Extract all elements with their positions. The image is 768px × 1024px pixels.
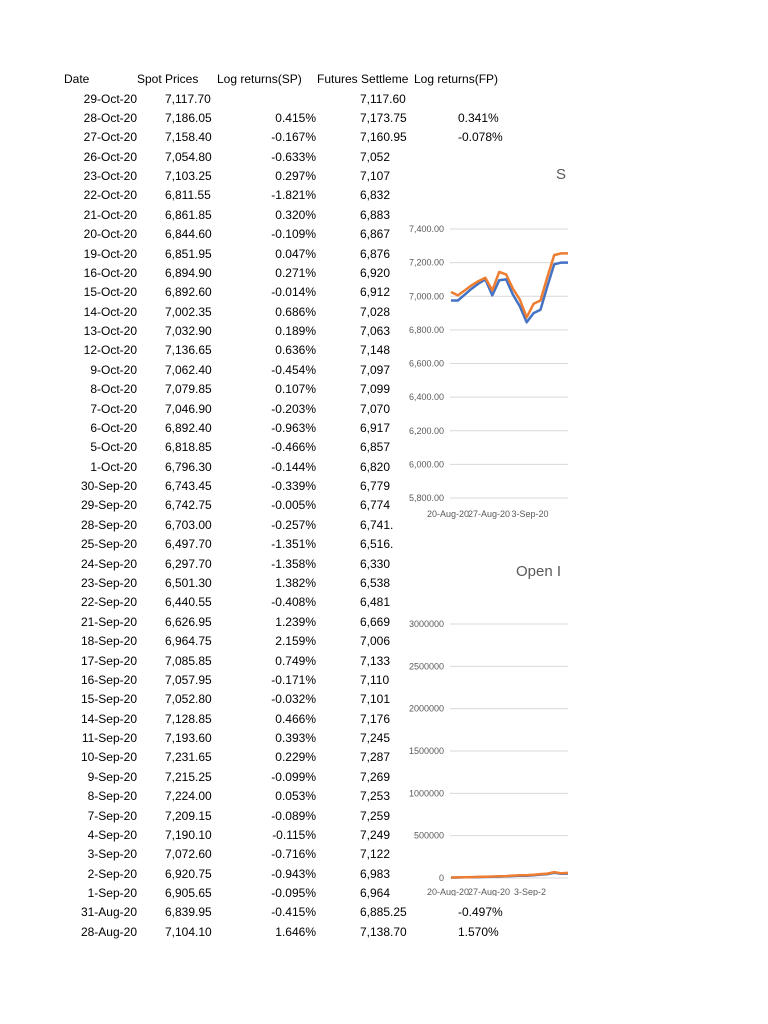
cell-spot-price[interactable]: 7,079.85 [165, 382, 212, 397]
cell-log-return-sp[interactable]: -0.633% [271, 149, 316, 164]
cell-log-return-sp[interactable]: 0.297% [275, 169, 316, 184]
cell-spot-price[interactable]: 7,117.70 [165, 91, 211, 106]
cell-date[interactable]: 1-Sep-20 [87, 886, 137, 901]
cell-log-return-sp[interactable]: -0.716% [271, 847, 316, 862]
table-row [0, 420, 768, 439]
header-spot-prices[interactable]: Spot Prices [137, 72, 199, 86]
table-row [0, 885, 768, 904]
cell-futures-price[interactable]: 6,820 [360, 459, 391, 474]
cell-spot-price[interactable]: 6,905.65 [165, 886, 212, 901]
cell-futures-price[interactable]: 7,110 [360, 672, 390, 687]
table-row [0, 362, 768, 381]
cell-date[interactable]: 14-Sep-20 [80, 711, 137, 726]
table-row [0, 401, 768, 420]
cell-spot-price[interactable]: 7,215.25 [165, 769, 212, 784]
open-interest-chart-y-tick-label: 3000000 [408, 619, 444, 629]
table-row [0, 653, 768, 672]
price-chart-x-tick-label: 20-Aug-20 [426, 509, 470, 519]
cell-spot-price[interactable]: 7,224.00 [165, 789, 212, 804]
price-chart-y-tick-label: 6,000.00 [408, 459, 444, 470]
cell-spot-price[interactable]: 6,440.55 [165, 595, 212, 610]
cell-log-return-sp[interactable]: -0.144% [271, 459, 316, 474]
cell-spot-price[interactable]: 7,193.60 [165, 731, 212, 746]
price-chart-y-tick-label: 5,800.00 [408, 493, 444, 503]
cell-log-return-sp[interactable]: 0.749% [275, 653, 316, 668]
cell-futures-price[interactable]: 6,330 [360, 556, 391, 571]
cell-date[interactable]: 23-Sep-20 [80, 576, 137, 590]
cell-futures-price[interactable]: 6,867 [360, 227, 391, 242]
price-chart-y-tick-label: 7,000.00 [408, 291, 444, 302]
cell-log-return-sp[interactable]: 1.382% [275, 576, 316, 590]
cell-date[interactable]: 15-Oct-20 [83, 285, 137, 300]
table-row [0, 187, 768, 206]
cell-spot-price[interactable]: 6,839.95 [165, 905, 212, 920]
cell-date[interactable]: 29-Sep-20 [80, 498, 137, 513]
cell-spot-price[interactable]: 7,190.10 [165, 827, 212, 842]
table-row [0, 827, 768, 846]
table-row [0, 226, 768, 245]
cell-log-return-sp[interactable]: 1.239% [275, 614, 316, 629]
cell-log-return-sp[interactable]: 0.229% [275, 750, 316, 765]
cell-futures-price[interactable]: 7,176 [360, 711, 391, 726]
cell-log-return-sp[interactable]: 0.415% [275, 110, 316, 125]
cell-date[interactable]: 6-Oct-20 [90, 420, 137, 435]
cell-futures-price[interactable]: 7,052 [360, 149, 391, 164]
table-row [0, 904, 768, 923]
cell-log-return-sp[interactable]: 0.636% [275, 343, 316, 358]
cell-date[interactable]: 15-Sep-20 [80, 692, 137, 707]
cell-futures-price[interactable]: 7,269 [360, 769, 391, 784]
cell-log-return-sp[interactable]: -0.005% [271, 498, 316, 513]
cell-log-return-sp[interactable]: 0.466% [275, 711, 316, 726]
table-row [0, 323, 768, 342]
cell-log-return-sp[interactable]: -0.203% [271, 401, 316, 416]
cell-log-return-sp[interactable]: 0.107% [275, 382, 316, 397]
cell-futures-price[interactable]: 7,006 [360, 634, 391, 649]
cell-log-return-sp[interactable]: -0.167% [271, 130, 316, 145]
cell-spot-price[interactable]: 7,046.90 [165, 401, 212, 416]
open-interest-chart-title: Open I [516, 563, 562, 580]
table-row [0, 304, 768, 323]
cell-spot-price[interactable]: 7,103.25 [165, 169, 212, 184]
cell-date[interactable]: 26-Oct-20 [83, 149, 137, 164]
cell-futures-price[interactable]: 7,287 [360, 750, 391, 765]
cell-log-return-sp[interactable]: -0.339% [271, 479, 316, 494]
table-row [0, 633, 768, 652]
table-row [0, 381, 768, 403]
cell-date[interactable]: 12-Oct-20 [83, 343, 137, 358]
cell-date[interactable]: 9-Oct-20 [90, 362, 137, 377]
cell-futures-price[interactable]: 6,857 [360, 440, 391, 455]
open-interest-chart-x-tick-label: 20-Aug-20 [426, 887, 470, 896]
cell-spot-price[interactable]: 7,002.35 [165, 304, 212, 319]
cell-spot-price[interactable]: 7,072.60 [165, 847, 212, 862]
table-row [0, 342, 768, 361]
cell-date[interactable]: 27-Oct-20 [83, 130, 137, 145]
header-date[interactable]: Date [64, 72, 90, 86]
cell-date[interactable]: 11-Sep-20 [81, 731, 137, 746]
cell-date[interactable]: 28-Aug-20 [80, 924, 137, 939]
cell-futures-price[interactable]: 7,097 [360, 362, 391, 377]
cell-spot-price[interactable]: 6,297.70 [165, 556, 212, 571]
header-log-returns-sp[interactable]: Log returns(SP) [217, 72, 302, 86]
cell-spot-price[interactable]: 6,796.30 [165, 459, 212, 474]
cell-date[interactable]: 8-Sep-20 [87, 789, 137, 804]
cell-log-return-sp[interactable]: 0.320% [275, 207, 316, 222]
header-log-returns-fp[interactable]: Log returns(FP) [414, 72, 499, 86]
table-row [0, 769, 768, 788]
cell-date[interactable]: 3-Sep-20 [87, 847, 137, 862]
price-chart-x-tick-label: 3-Sep-20 [511, 509, 549, 519]
cell-futures-price[interactable]: 7,122 [360, 847, 391, 862]
cell-futures-price[interactable]: 6,917 [360, 420, 391, 435]
table-row [0, 575, 768, 594]
cell-spot-price[interactable]: 6,892.40 [165, 420, 212, 435]
cell-futures-price[interactable]: 6,876 [360, 246, 391, 261]
cell-log-return-fp[interactable]: 1.570% [458, 924, 499, 939]
cell-log-return-sp[interactable]: -0.115% [272, 827, 316, 842]
cell-futures-price[interactable]: 6,883 [360, 207, 391, 222]
cell-date[interactable]: 14-Oct-20 [83, 304, 137, 319]
cell-spot-price[interactable]: 7,052.80 [165, 692, 212, 707]
cell-log-return-fp[interactable]: -0.497% [458, 905, 503, 920]
cell-futures-price[interactable]: 6,538 [360, 576, 391, 590]
cell-spot-price[interactable]: 7,231.65 [165, 750, 212, 765]
cell-date[interactable]: 17-Sep-20 [80, 653, 137, 668]
cell-futures-price[interactable]: 6,964 [360, 886, 391, 901]
header-futures-settlement[interactable]: Futures Settleme [317, 72, 409, 86]
open-interest-chart[interactable] [394, 552, 568, 896]
table-row [0, 246, 768, 265]
cell-futures-price[interactable]: 6,669 [360, 614, 391, 629]
table-row [0, 439, 768, 458]
cell-spot-price[interactable]: 7,057.95 [165, 672, 212, 687]
cell-spot-price[interactable]: 7,054.80 [165, 149, 212, 164]
cell-spot-price[interactable]: 6,894.90 [165, 265, 212, 280]
table-row [0, 594, 768, 613]
cell-log-return-sp[interactable]: 0.393% [275, 731, 316, 746]
cell-date[interactable]: 8-Oct-20 [90, 382, 137, 397]
table-row [0, 924, 768, 943]
cell-spot-price[interactable]: 7,128.85 [165, 711, 212, 726]
cell-futures-price[interactable]: 7,245 [360, 731, 391, 746]
cell-futures-price[interactable]: 7,070 [360, 401, 391, 416]
cell-date[interactable]: 20-Oct-20 [83, 227, 137, 242]
cell-futures-price[interactable]: 7,107 [360, 169, 391, 184]
cell-futures-price[interactable]: 7,173.75 [360, 110, 407, 125]
price-chart[interactable] [394, 150, 568, 546]
price-chart-y-tick-label: 7,400.00 [408, 224, 444, 234]
cell-log-return-sp[interactable]: 0.053% [275, 789, 316, 804]
table-row [0, 711, 768, 730]
cell-futures-price[interactable]: 6,779 [360, 479, 391, 494]
cell-date[interactable]: 2-Sep-20 [87, 866, 137, 881]
cell-spot-price[interactable]: 7,186.05 [165, 110, 212, 125]
cell-spot-price[interactable]: 7,085.85 [165, 653, 212, 668]
cell-spot-price[interactable]: 6,742.75 [165, 498, 212, 513]
cell-log-return-sp[interactable]: -0.257% [271, 517, 316, 532]
cell-date[interactable]: 16-Sep-20 [80, 672, 137, 687]
price-chart-x-tick-label: 27-Aug-20 [467, 509, 511, 519]
open-interest-chart-x-tick-label: 27-Aug-20 [467, 887, 511, 896]
table-row [0, 497, 768, 516]
cell-spot-price[interactable]: 6,626.95 [165, 614, 212, 629]
cell-futures-price[interactable]: 7,160.95 [360, 130, 407, 145]
open-interest-chart-y-tick-label: 0 [438, 873, 444, 883]
cell-date[interactable]: 28-Sep-20 [80, 517, 137, 532]
cell-date[interactable]: 18-Sep-20 [80, 634, 137, 649]
table-row [0, 788, 768, 807]
table-row [0, 749, 768, 768]
open-interest-chart-y-tick-label: 1000000 [408, 788, 444, 799]
table-row [0, 808, 768, 827]
cell-futures-price[interactable]: 7,063 [360, 324, 391, 339]
cell-spot-price[interactable]: 6,501.30 [165, 576, 212, 590]
cell-spot-price[interactable]: 7,136.65 [165, 343, 212, 358]
cell-log-return-sp[interactable]: -0.095% [271, 886, 316, 901]
cell-futures-price[interactable]: 7,117.60 [360, 91, 406, 106]
cell-futures-price[interactable]: 6,912 [360, 285, 391, 300]
cell-log-return-sp[interactable]: 0.271% [275, 265, 316, 280]
table-row [0, 110, 768, 129]
cell-futures-price[interactable]: 7,249 [360, 827, 391, 842]
cell-log-return-sp[interactable]: 0.686% [275, 304, 316, 319]
cell-spot-price[interactable]: 6,497.70 [165, 537, 212, 552]
cell-log-return-sp[interactable]: -0.089% [271, 808, 316, 823]
cell-date[interactable]: 23-Oct-20 [83, 169, 137, 184]
price-chart-series-line-1 [451, 263, 568, 323]
cell-log-return-sp[interactable]: -0.408% [271, 595, 316, 610]
cell-date[interactable]: 21-Oct-20 [83, 207, 137, 222]
cell-spot-price[interactable]: 7,104.10 [165, 924, 212, 939]
cell-futures-price[interactable]: 6,774 [360, 498, 391, 513]
cell-futures-price[interactable]: 7,101 [360, 692, 391, 707]
price-chart-plot [394, 150, 568, 546]
table-row [0, 284, 768, 303]
table-row [0, 730, 768, 749]
table-row [0, 459, 768, 478]
cell-futures-price[interactable]: 6,983 [360, 866, 391, 881]
open-interest-chart-y-tick-label: 1500000 [408, 746, 444, 756]
table-row [0, 129, 768, 148]
table-row [0, 149, 768, 168]
cell-log-return-sp[interactable]: -0.454% [271, 362, 316, 377]
price-chart-y-tick-label: 6,800.00 [408, 324, 444, 335]
cell-futures-price[interactable]: 7,259 [360, 808, 391, 823]
cell-log-return-sp[interactable]: -0.466% [271, 440, 316, 455]
table-row [0, 691, 768, 710]
cell-futures-price[interactable]: 6,481 [360, 595, 391, 610]
cell-log-return-fp[interactable]: -0.078% [458, 130, 503, 145]
cell-spot-price[interactable]: 6,964.75 [165, 634, 212, 649]
open-interest-chart-plot [394, 552, 568, 896]
table-row [0, 265, 768, 284]
cell-date[interactable]: 28-Oct-20 [83, 110, 137, 125]
cell-log-return-sp[interactable]: -0.963% [271, 420, 316, 435]
cell-futures-price[interactable]: 7,028 [360, 304, 391, 319]
cell-date[interactable]: 10-Sep-20 [80, 750, 137, 765]
cell-futures-price[interactable]: 7,148 [360, 343, 391, 358]
cell-log-return-sp[interactable]: -1.821% [271, 188, 316, 203]
cell-spot-price[interactable]: 6,851.95 [165, 246, 212, 261]
cell-date[interactable]: 9-Sep-20 [87, 769, 137, 784]
cell-spot-price[interactable]: 6,861.85 [165, 207, 212, 222]
cell-date[interactable]: 22-Oct-20 [83, 188, 137, 203]
cell-date[interactable]: 30-Sep-20 [80, 479, 137, 494]
open-interest-chart-y-tick-label: 500000 [413, 830, 444, 841]
open-interest-chart-y-tick-label: 2500000 [408, 661, 444, 672]
cell-date[interactable]: 7-Sep-20 [87, 808, 137, 823]
cell-spot-price[interactable]: 6,703.00 [165, 517, 212, 532]
cell-spot-price[interactable]: 6,892.60 [165, 285, 212, 300]
cell-spot-price[interactable]: 6,811.55 [165, 188, 211, 203]
cell-log-return-sp[interactable]: 0.189% [275, 324, 316, 339]
cell-date[interactable]: 1-Oct-20 [90, 459, 137, 474]
table-row [0, 478, 768, 497]
table-row [0, 866, 768, 885]
open-interest-chart-x-tick-label: 3-Sep-2 [513, 887, 547, 896]
table-row [0, 207, 768, 226]
cell-log-return-sp[interactable]: -1.358% [271, 556, 316, 571]
open-interest-chart-series-line-2 [451, 872, 568, 877]
table-row [0, 168, 768, 187]
cell-futures-price[interactable]: 6,920 [360, 265, 391, 280]
price-chart-y-tick-label: 6,200.00 [408, 425, 444, 436]
cell-spot-price[interactable]: 7,209.15 [165, 808, 212, 823]
cell-date[interactable]: 7-Oct-20 [90, 401, 137, 416]
cell-futures-price[interactable]: 7,138.70 [360, 924, 407, 939]
cell-log-return-sp[interactable]: -0.415% [271, 905, 316, 920]
cell-date[interactable]: 24-Sep-20 [80, 556, 137, 571]
cell-log-return-sp[interactable]: -0.032% [271, 692, 316, 707]
cell-futures-price[interactable]: 6,516. [360, 537, 394, 552]
cell-log-return-sp[interactable]: 0.047% [275, 246, 316, 261]
open-interest-chart-y-tick-label: 2000000 [408, 703, 444, 714]
cell-spot-price[interactable]: 6,818.85 [165, 440, 212, 455]
cell-spot-price[interactable]: 6,844.60 [165, 227, 212, 242]
cell-date[interactable]: 13-Oct-20 [83, 324, 137, 339]
cell-date[interactable]: 31-Aug-20 [80, 905, 137, 920]
table-row [0, 614, 768, 633]
cell-log-return-sp[interactable]: -0.099% [271, 769, 316, 784]
table-row [0, 556, 768, 575]
cell-spot-price[interactable]: 7,158.40 [165, 130, 212, 145]
cell-futures-price[interactable]: 6,832 [360, 188, 391, 203]
table-row [0, 91, 768, 110]
cell-log-return-sp[interactable]: 1.646% [275, 924, 316, 939]
cell-futures-price[interactable]: 7,253 [360, 789, 391, 804]
cell-log-return-sp[interactable]: -0.943% [271, 866, 316, 881]
cell-date[interactable]: 29-Oct-20 [83, 91, 137, 106]
cell-date[interactable]: 16-Oct-20 [83, 265, 137, 280]
cell-log-return-fp[interactable]: 0.341% [458, 110, 499, 125]
cell-date[interactable]: 4-Sep-20 [87, 827, 137, 842]
cell-log-return-sp[interactable]: -0.014% [271, 285, 316, 300]
table-row [0, 536, 768, 555]
cell-futures-price[interactable]: 7,099 [360, 382, 391, 397]
cell-futures-price[interactable]: 7,133 [360, 653, 391, 668]
cell-date[interactable]: 22-Sep-20 [80, 595, 137, 610]
cell-futures-price[interactable]: 6,741. [360, 517, 394, 532]
cell-log-return-sp[interactable]: 2.159% [275, 634, 316, 649]
cell-date[interactable]: 5-Oct-20 [90, 440, 137, 455]
cell-log-return-sp[interactable]: -1.351% [271, 537, 316, 552]
cell-spot-price[interactable]: 6,743.45 [165, 479, 212, 494]
price-chart-y-tick-label: 6,600.00 [408, 358, 444, 369]
table-row [0, 672, 768, 691]
cell-spot-price[interactable]: 6,920.75 [165, 866, 212, 881]
cell-date[interactable]: 25-Sep-20 [80, 537, 137, 552]
cell-date[interactable]: 21-Sep-20 [80, 614, 137, 629]
table-row [0, 846, 768, 865]
table-row [0, 517, 768, 536]
price-chart-y-tick-label: 7,200.00 [408, 257, 444, 268]
price-chart-y-tick-label: 6,400.00 [408, 392, 444, 403]
cell-date[interactable]: 19-Oct-20 [83, 246, 137, 261]
cell-log-return-sp[interactable]: -0.171% [271, 672, 316, 687]
cell-log-return-sp[interactable]: -0.109% [271, 227, 316, 242]
cell-spot-price[interactable]: 7,032.90 [165, 324, 212, 339]
cell-spot-price[interactable]: 7,062.40 [165, 362, 212, 377]
cell-futures-price[interactable]: 6,885.25 [360, 905, 407, 920]
price-chart-title: S [556, 166, 567, 183]
